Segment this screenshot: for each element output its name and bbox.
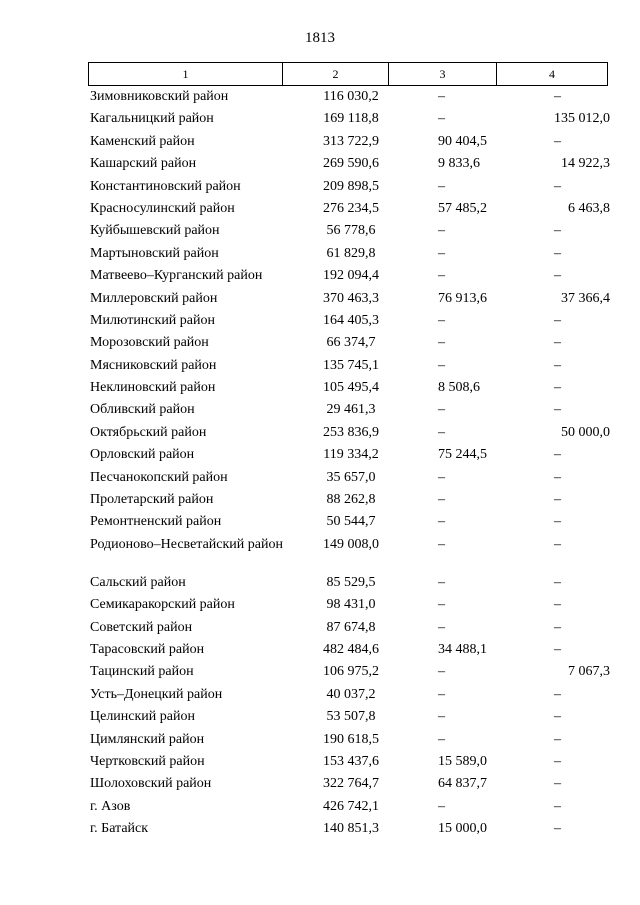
- table-row: [90, 220, 610, 242]
- district-name: Целинский район: [90, 709, 195, 725]
- value-col-2: 140 851,3: [323, 821, 379, 837]
- value-col-3: –: [438, 619, 445, 635]
- value-col-3: 57 485,2: [438, 200, 487, 216]
- header-col-3: 3: [388, 63, 496, 85]
- table-row: [90, 131, 610, 153]
- value-col-2: 29 461,3: [326, 402, 376, 418]
- district-name: Кагальницкий район: [90, 111, 214, 127]
- district-name: Ремонтненский район: [90, 514, 222, 530]
- value-col-3: –: [438, 89, 445, 104]
- value-col-2: 164 405,3: [323, 312, 379, 328]
- value-col-4: –: [554, 380, 561, 396]
- table-row: [90, 355, 610, 377]
- value-col-3: 64 837,7: [438, 776, 487, 792]
- value-col-4: 50 000,0: [561, 424, 610, 440]
- table-body: [90, 86, 610, 841]
- table-row: [90, 639, 610, 661]
- table-row: [90, 617, 610, 639]
- value-col-2: 50 544,7: [326, 514, 376, 530]
- value-col-2: 269 590,6: [323, 156, 379, 172]
- value-col-4: 6 463,8: [568, 200, 610, 216]
- value-col-4: –: [554, 709, 561, 725]
- value-col-4: –: [554, 686, 561, 702]
- district-name: Шолоховский район: [90, 776, 212, 792]
- table-row: [90, 243, 610, 265]
- value-col-3: –: [438, 245, 445, 261]
- value-col-4: –: [554, 798, 561, 814]
- table-row: [90, 332, 610, 354]
- district-name: Красносулинский район: [90, 200, 235, 216]
- value-col-2: 106 975,2: [323, 664, 379, 680]
- page-number: 1813: [305, 30, 335, 46]
- value-col-2: 35 657,0: [326, 469, 376, 485]
- value-col-2: 56 778,6: [326, 223, 376, 239]
- header-col-1: 1: [182, 66, 189, 81]
- table-header-row: [88, 62, 608, 86]
- table-row: [90, 153, 610, 175]
- value-col-4: –: [554, 776, 561, 792]
- value-col-3: –: [438, 686, 445, 702]
- district-name: Мясниковский район: [90, 357, 217, 373]
- value-col-4: –: [554, 402, 561, 418]
- value-col-2: 482 484,6: [323, 641, 379, 657]
- value-col-2: 192 094,4: [323, 268, 379, 284]
- value-col-3: –: [438, 469, 445, 485]
- value-col-2: 209 898,5: [323, 178, 379, 194]
- district-name: г. Батайск: [90, 821, 149, 837]
- table-row: [90, 773, 610, 795]
- district-name: Советский район: [90, 619, 193, 635]
- district-name: Неклиновский район: [90, 380, 216, 396]
- table-row: [90, 511, 610, 533]
- district-name: Чертковский район: [90, 753, 205, 769]
- district-name: Тарасовский район: [90, 641, 205, 657]
- value-col-4: –: [554, 89, 561, 104]
- value-col-3: 15 589,0: [438, 753, 487, 769]
- table-row: [90, 444, 610, 466]
- value-col-3: 15 000,0: [438, 821, 487, 837]
- table-row: [90, 489, 610, 511]
- table-row: [90, 86, 610, 108]
- value-col-2: 98 431,0: [326, 597, 376, 613]
- value-col-2: 322 764,7: [323, 776, 379, 792]
- value-col-2: 88 262,8: [326, 492, 376, 508]
- value-col-2: 61 829,8: [326, 245, 376, 261]
- value-col-3: –: [438, 574, 445, 590]
- value-col-3: –: [438, 798, 445, 814]
- table-row: [90, 796, 610, 818]
- value-col-3: –: [438, 402, 445, 418]
- value-col-3: –: [438, 268, 445, 284]
- value-col-2: 105 495,4: [323, 380, 379, 396]
- value-col-3: –: [438, 357, 445, 373]
- value-col-3: 75 244,5: [438, 447, 487, 463]
- table-row: [90, 377, 610, 399]
- district-name: Матвеево–Курганский район: [90, 268, 263, 284]
- value-col-3: –: [438, 731, 445, 747]
- value-col-2: 40 037,2: [326, 686, 376, 702]
- district-name: Орловский район: [90, 447, 195, 463]
- value-col-2: 276 234,5: [323, 200, 379, 216]
- table-row: [90, 661, 610, 683]
- district-name: Мартыновский район: [90, 245, 219, 261]
- district-name: Октябрьский район: [90, 424, 207, 440]
- value-col-3: –: [438, 597, 445, 613]
- value-col-3: 76 913,6: [438, 290, 487, 306]
- district-name: Куйбышевский район: [90, 223, 220, 239]
- value-col-3: 34 488,1: [438, 641, 487, 657]
- header-col-4: 4: [496, 63, 607, 85]
- value-col-2: 313 722,9: [323, 133, 379, 149]
- value-col-2: 116 030,2: [323, 89, 379, 104]
- table-row: [90, 729, 610, 751]
- value-col-4: –: [554, 536, 561, 552]
- value-col-2: 426 742,1: [323, 798, 379, 814]
- value-col-3: –: [438, 664, 445, 680]
- value-col-4: –: [554, 335, 561, 351]
- value-col-2: 66 374,7: [326, 335, 376, 351]
- value-col-4: –: [554, 619, 561, 635]
- table-row: [90, 751, 610, 773]
- value-col-3: 9 833,6: [438, 156, 480, 172]
- value-col-4: –: [554, 514, 561, 530]
- district-name: Константиновский район: [90, 178, 241, 194]
- district-name: г. Азов: [90, 798, 131, 814]
- value-col-2: 253 836,9: [323, 424, 379, 440]
- table-row: [90, 399, 610, 421]
- table-row: [90, 265, 610, 287]
- table-row: [90, 706, 610, 728]
- value-col-2: 135 745,1: [323, 357, 379, 373]
- value-col-4: –: [554, 312, 561, 328]
- value-col-4: –: [554, 357, 561, 373]
- district-name: Родионово–Несветайский район: [90, 536, 283, 552]
- table-row: [90, 534, 610, 572]
- district-name: Обливский район: [90, 402, 195, 418]
- value-col-4: –: [554, 574, 561, 590]
- value-col-3: 90 404,5: [438, 133, 487, 149]
- table-row: [90, 572, 610, 594]
- value-col-2: 87 674,8: [326, 619, 376, 635]
- district-name: Цимлянский район: [90, 731, 205, 747]
- value-col-4: –: [554, 469, 561, 485]
- value-col-2: 370 463,3: [323, 290, 379, 306]
- district-name: Пролетарский район: [90, 492, 214, 508]
- value-col-3: –: [438, 335, 445, 351]
- value-col-4: 7 067,3: [568, 664, 610, 680]
- district-name: Милютинский район: [90, 312, 216, 328]
- value-col-3: 8 508,6: [438, 380, 480, 396]
- value-col-2: 53 507,8: [326, 709, 376, 725]
- table-row: [90, 467, 610, 489]
- value-col-3: –: [438, 709, 445, 725]
- value-col-4: –: [554, 245, 561, 261]
- table-row: [90, 594, 610, 616]
- value-col-2: 149 008,0: [323, 536, 379, 552]
- table-row: [90, 684, 610, 706]
- district-name: Семикаракорский район: [90, 597, 235, 613]
- value-col-3: –: [438, 492, 445, 508]
- district-name: Морозовский район: [90, 335, 209, 351]
- table-row: [90, 176, 610, 198]
- value-col-2: 119 334,2: [323, 447, 379, 463]
- value-col-3: –: [438, 223, 445, 239]
- value-col-3: –: [438, 111, 445, 127]
- value-col-3: –: [438, 536, 445, 552]
- district-name: Кашарский район: [90, 156, 197, 172]
- table-row: [90, 422, 610, 444]
- value-col-4: –: [554, 753, 561, 769]
- table-row: [90, 108, 610, 130]
- value-col-3: –: [438, 514, 445, 530]
- value-col-4: 14 922,3: [561, 156, 610, 172]
- value-col-2: 85 529,5: [326, 574, 376, 590]
- table-row: [90, 818, 610, 840]
- value-col-4: –: [554, 133, 561, 149]
- value-col-3: –: [438, 178, 445, 194]
- table-row: [90, 288, 610, 310]
- value-col-4: –: [554, 821, 561, 837]
- value-col-3: –: [438, 312, 445, 328]
- district-name: Тацинский район: [90, 664, 194, 680]
- value-col-4: 37 366,4: [561, 290, 610, 306]
- value-col-4: –: [554, 641, 561, 657]
- district-name: Песчанокопский район: [90, 469, 228, 485]
- value-col-4: 135 012,0: [554, 111, 610, 127]
- value-col-4: –: [554, 268, 561, 284]
- value-col-2: 169 118,8: [323, 111, 379, 127]
- value-col-3: –: [438, 424, 445, 440]
- value-col-4: –: [554, 597, 561, 613]
- table-row: [90, 310, 610, 332]
- table-row: [90, 198, 610, 220]
- district-name: Миллеровский район: [90, 290, 218, 306]
- value-col-4: –: [554, 178, 561, 194]
- district-name: Зимовниковский район: [90, 89, 229, 104]
- value-col-4: –: [554, 731, 561, 747]
- district-name: Сальский район: [90, 574, 186, 590]
- district-name: Каменский район: [90, 133, 195, 149]
- district-name: Усть–Донецкий район: [90, 686, 223, 702]
- value-col-2: 190 618,5: [323, 731, 379, 747]
- header-col-2: 2: [282, 63, 388, 85]
- value-col-4: –: [554, 223, 561, 239]
- value-col-4: –: [554, 447, 561, 463]
- value-col-2: 153 437,6: [323, 753, 379, 769]
- value-col-4: –: [554, 492, 561, 508]
